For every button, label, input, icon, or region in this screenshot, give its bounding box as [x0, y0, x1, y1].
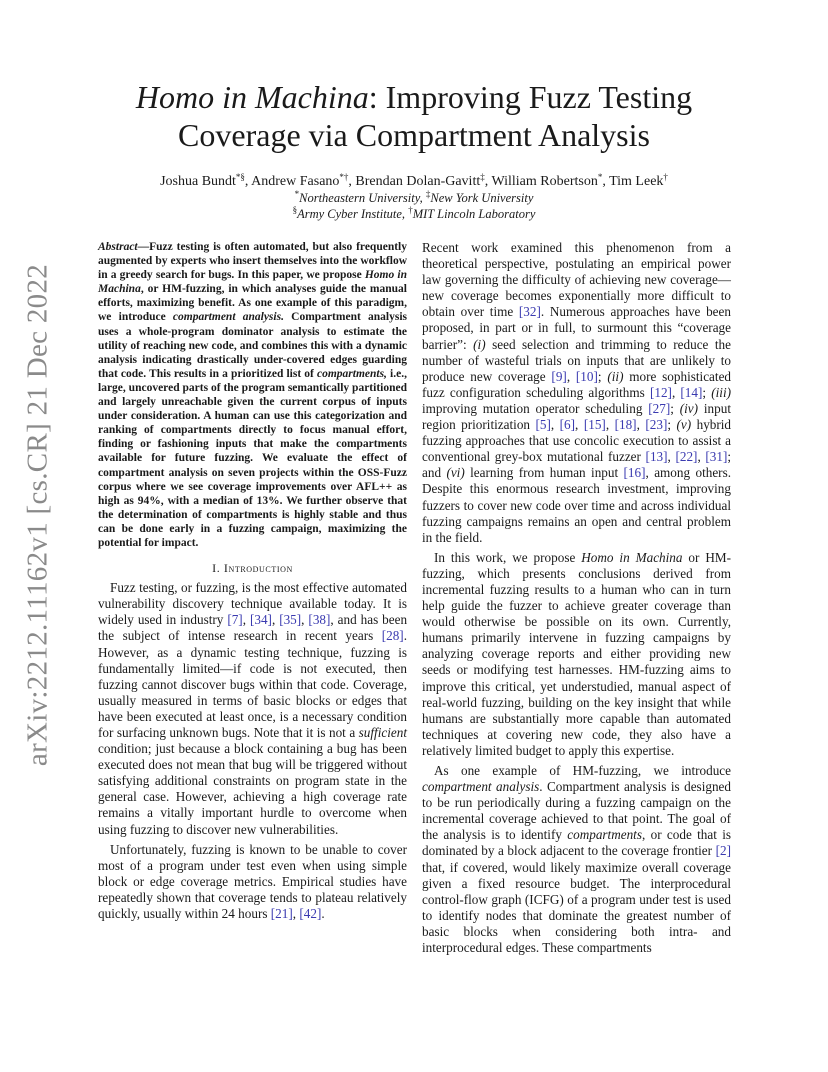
- affiliation-text: Army Cyber Institute,: [297, 207, 409, 221]
- author-mark: *§: [235, 172, 245, 182]
- affiliation-line-2: [98, 207, 730, 222]
- paper-title: [98, 78, 730, 154]
- title-line2: Coverage via Compartment Analysis: [178, 117, 650, 153]
- enumeration: (iv): [679, 400, 699, 416]
- body-text: .: [321, 906, 325, 922]
- author-name: Tim Leek: [609, 174, 664, 189]
- author-name: Brendan Dolan-Gavitt: [355, 174, 481, 189]
- affiliation-text: Northeastern University,: [299, 191, 426, 205]
- citation-link[interactable]: [28]: [381, 628, 404, 644]
- separator: ,: [566, 368, 576, 384]
- citation-link[interactable]: [34]: [249, 612, 272, 628]
- citation-link[interactable]: [42]: [299, 906, 322, 922]
- body-text: Unfortunately, fuzzing is known to be unable to cover most of a program under test even when using simple block or edge coverage metrics. Empirical studies have repeatedly shown that coverage tends to plateau relatively quickly, usually within 24 hours: [98, 841, 407, 922]
- separator: ,: [301, 612, 309, 628]
- abstract-text: i.e., large, uncovered parts of the program semantically partitioned and largely unreachable given the current corpus of inputs under consideration. A human can use this categorization and ranking of compartments directly to focus manual effort, finding or fashioning inputs that make the compartments available for future fuzzing. We evaluate the effect of compartment analysis on seven projects within the OSS-Fuzz corpus where we see coverage improvements over AFL++ as high as 94%, with a median of 13%. We further observe that the determination of compartments is highly stable and thus can be done early in a fuzzing campaign, maximizing the potential for impact.: [98, 367, 407, 549]
- section-title: Introduction: [223, 561, 293, 576]
- author-list: Joshua Bundt*§, Andrew Fasano*†, Brendan Dolan-Gavitt‡, William Robertson*, Tim Leek†: [160, 172, 668, 189]
- intro-paragraph-2: [98, 842, 407, 922]
- body-text: Fuzz testing, or fuzzing, is the most effective automated vulnerability discovery technique available today. It is widely used in industry: [98, 580, 407, 628]
- citation-link[interactable]: [21]: [270, 906, 293, 922]
- body-text: ;: [667, 417, 677, 433]
- body-text: . However, as a dynamic testing technique, fuzzing is fundamentally limited—if code is not executed, then fuzzing cannot discover bugs within that code. Coverage, usually measured in terms of basic blocks or edges that have been executed at least once, is a necessary condition for surfacing unknown bugs. Note that it is not a: [98, 628, 407, 740]
- citation-link[interactable]: [5]: [535, 417, 551, 433]
- affiliation-mark: ‡: [425, 189, 431, 199]
- right-column: [422, 240, 731, 956]
- body-text: more sophisticated fuzz configuration scheduling algorithms: [422, 368, 732, 400]
- author-mark: ‡: [480, 172, 485, 182]
- right-paragraph-2: [422, 550, 731, 759]
- citation-link[interactable]: [31]: [705, 449, 728, 465]
- body-text: seed selection and trimming to reduce the number of wasteful trials on inputs that are unlikely to produce new coverage: [422, 336, 732, 384]
- emphasis: sufficient: [358, 725, 407, 740]
- separator: ,: [697, 449, 706, 465]
- body-text: . Compartment analysis is designed to be run periodically during a fuzzing campaign on the incremental coverage achieved to that point. The goal of the analysis is to identify: [422, 779, 731, 843]
- separator: ,: [575, 417, 584, 433]
- abstract-text: , or HM-fuzzing, in which analyses guide the manual efforts, maximizing benefit. As one example of this paradigm, we introduce: [98, 283, 407, 324]
- author-name: Andrew Fasano: [251, 174, 340, 189]
- body-text: improving mutation operator scheduling: [422, 400, 649, 416]
- separator: ,: [671, 384, 681, 400]
- body-text: ;: [670, 400, 680, 416]
- citation-link[interactable]: [7]: [227, 612, 243, 628]
- affiliation-mark: §: [292, 205, 298, 215]
- citation-link[interactable]: [13]: [645, 449, 668, 465]
- author-mark: *†: [339, 172, 349, 182]
- affiliation-text: MIT Lincoln Laboratory: [412, 207, 536, 221]
- separator: ,: [271, 612, 280, 628]
- body-text: condition; just because a block containing a bug has been executed does not mean that bug will be triggered without satisfying additional constraints on program state in the general case. However, achieving a high coverage rate remains a vitally important hurdle to overcome when using fuzzing to discover new vulnerabilities.: [98, 741, 407, 837]
- citation-link[interactable]: [22]: [675, 449, 698, 465]
- author-mark: †: [663, 172, 668, 182]
- enumeration: (iii): [711, 384, 732, 400]
- emphasis: compartments: [567, 827, 642, 843]
- abstract-emphasis: Homo in Machina: [98, 269, 407, 296]
- affiliation-mark: †: [408, 205, 413, 215]
- affiliation-text: New York University: [430, 191, 534, 205]
- citation-link[interactable]: [38]: [308, 612, 331, 628]
- author-name: Joshua Bundt: [160, 174, 236, 189]
- title-italic: Homo in Machina: [135, 79, 369, 115]
- body-text: Recent work examined this phenomenon from a theoretical perspective, postulating an empirical power law governing the difficulty of achieving new coverage—new coverage becomes exponentially more difficult to obtain over time: [422, 240, 731, 320]
- separator: ,: [667, 449, 676, 465]
- citation-link[interactable]: [6]: [559, 417, 576, 433]
- arxiv-identifier: arXiv:2212.11162v1 [cs.CR] 21 Dec 2022: [21, 263, 54, 767]
- intro-paragraph-1: [98, 580, 407, 838]
- citation-link[interactable]: [15]: [583, 417, 606, 433]
- body-text: that, if covered, would likely maximize overall coverage given a fixed resource budget. The interprocedural control-flow graph (ICFG) of a program under test is used to identify nodes that dominate the greatest number of basic blocks when considering both intra- and interprocedural edges. These compartments: [422, 859, 731, 956]
- citation-link[interactable]: [23]: [645, 417, 668, 433]
- right-paragraph-3: [422, 763, 731, 956]
- body-text: ;: [702, 384, 712, 400]
- left-column: [98, 240, 407, 922]
- title-line1-rest: : Improving Fuzz Testing: [368, 79, 693, 115]
- abstract-emphasis: compartments,: [316, 367, 387, 380]
- citation-link[interactable]: [16]: [623, 465, 646, 481]
- separator: ,: [242, 612, 250, 628]
- author-mark: *: [597, 172, 603, 182]
- citation-link[interactable]: [12]: [649, 384, 672, 400]
- body-text: . Numerous approaches have been proposed, in part or in full, to surmount this “coverage barrier”:: [422, 304, 731, 352]
- emphasis: compartment analysis: [422, 779, 540, 795]
- separator: ,: [636, 417, 646, 433]
- body-text: In this work, we propose: [434, 549, 582, 565]
- body-text: , or code that is dominated by a block adjacent to the coverage frontier: [422, 827, 731, 859]
- enumeration: (i): [473, 336, 486, 352]
- separator: ,: [605, 417, 615, 433]
- citation-link[interactable]: [35]: [279, 612, 302, 628]
- separator: ,: [292, 906, 300, 922]
- abstract-text: —Fuzz testing is often automated, but also frequently augmented by experts who insert themselves into the workflow in a greedy search for bugs. In this paper, we propose: [98, 241, 407, 282]
- citation-link[interactable]: [10]: [575, 368, 598, 384]
- emphasis: Homo in Machina: [581, 549, 683, 565]
- separator: ,: [550, 417, 560, 433]
- body-text: ;: [597, 368, 608, 384]
- citation-link[interactable]: [32]: [518, 304, 541, 320]
- arxiv-sidebar-stamp: [18, 263, 58, 767]
- abstract-text: Compartment analysis uses a whole-program dominator analysis to estimate the utility of reaching new code, and combines this with a dynamic analysis indicating drastically under-covered edges guarding that code. This results in a prioritized list of: [98, 311, 407, 380]
- abstract-label: Abstract: [98, 241, 138, 253]
- affiliation-line-1: [98, 191, 730, 206]
- citation-link[interactable]: [27]: [648, 400, 671, 416]
- citation-link[interactable]: [2]: [715, 843, 731, 859]
- citation-link[interactable]: [9]: [551, 368, 567, 384]
- enumeration: (vi): [446, 465, 465, 481]
- abstract: [98, 240, 407, 550]
- citation-link[interactable]: [18]: [614, 417, 637, 433]
- body-text: or HM-fuzzing, which presents conclusions derived from incremental fuzzing results to a human who can in turn help guide the fuzzer to achieve greater coverage than would otherwise be possible on its own. Currently, humans primarily intervene in fuzzing campaigns by analyzing coverage reports and either providing new seeds or modifying test harnesses. HM-fuzzing aims to improve this critical, yet understudied, manual aspect of real-world fuzzing, building on the key insight that while humans are substantially more capable than automated techniques at covering new code, they also have a relatively limited budget to apply this expertise.: [422, 549, 731, 758]
- body-text: , among others. Despite this enormous research investment, improving fuzzers to cover new code over time and across individual fuzzing campaigns remains an open and central problem in the field.: [422, 465, 732, 545]
- author-name: William Robertson: [491, 174, 598, 189]
- enumeration: (v): [676, 417, 692, 433]
- affiliation-mark: *: [294, 189, 300, 199]
- enumeration: (ii): [607, 368, 624, 384]
- body-text: , and has been the subject of intense research in recent years: [98, 612, 408, 644]
- body-text: learning from human input: [464, 465, 624, 481]
- body-text: input region prioritization: [422, 400, 731, 433]
- body-text: hybrid fuzzing approaches that use concolic execution to assist a conventional grey-box mutational fuzzer: [422, 417, 732, 465]
- abstract-emphasis: compartment analysis.: [172, 311, 284, 324]
- body-text: As one example of HM-fuzzing, we introduce: [434, 763, 731, 778]
- body-text: ; and: [422, 449, 732, 481]
- citation-link[interactable]: [14]: [680, 384, 703, 400]
- right-paragraph-1: [422, 240, 731, 546]
- section-heading-introduction: [98, 560, 407, 576]
- section-number: I.: [212, 561, 224, 576]
